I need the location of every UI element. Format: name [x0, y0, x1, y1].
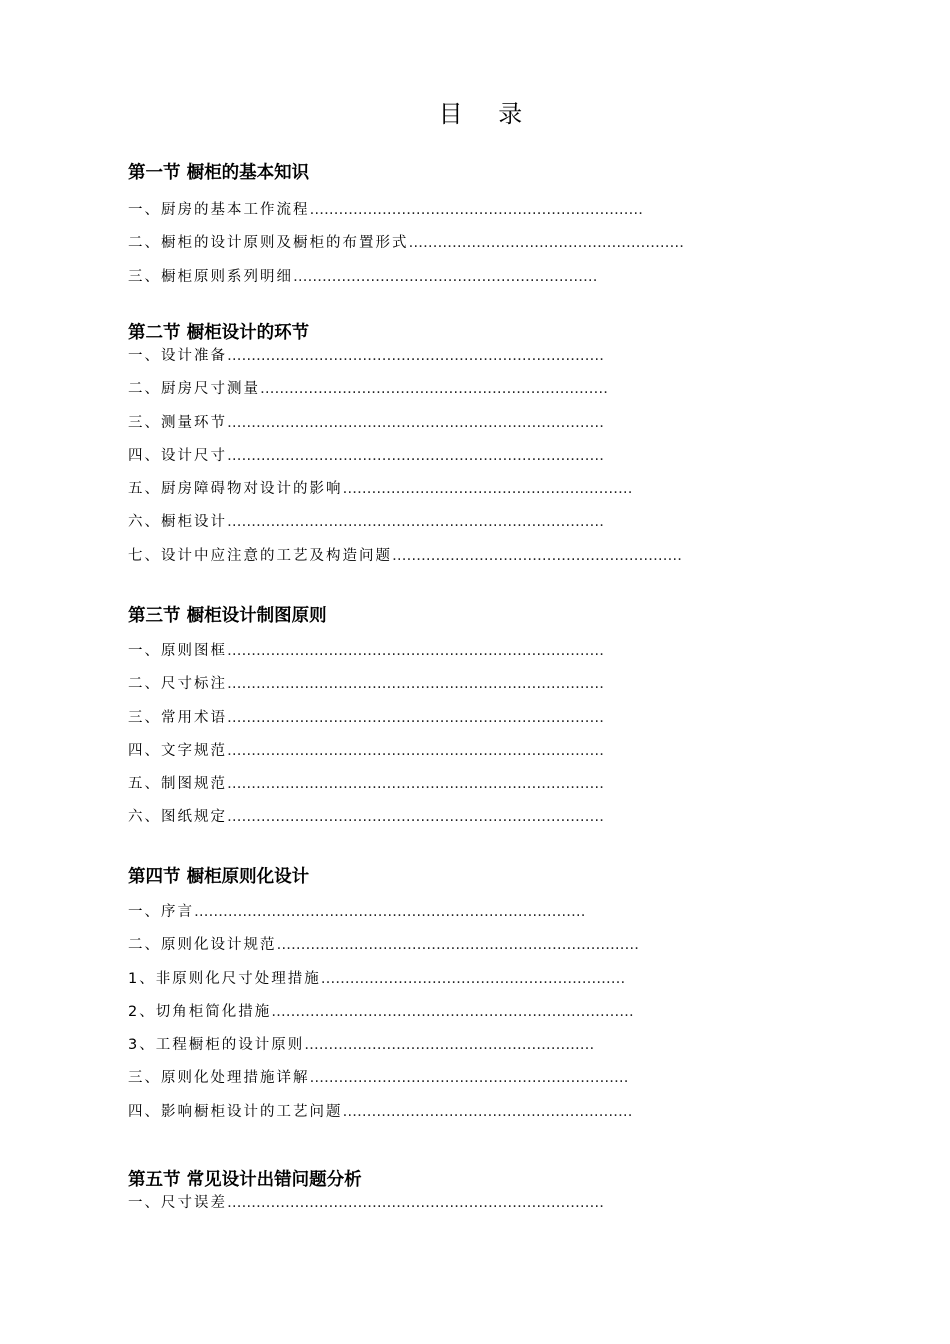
toc-leader-dots: ………………………………………………………… [309, 1070, 629, 1087]
toc-entry[interactable] [128, 896, 808, 929]
toc-entry-label: 六、橱柜设计 [128, 514, 227, 531]
section-entries [128, 896, 808, 1129]
toc-leader-dots: …………………………………………………………………… [227, 643, 604, 659]
toc-section-4 [128, 864, 808, 1129]
toc-leader-dots: ………………………………………………… [408, 235, 684, 252]
toc-entry-label: 四、设计尺寸 [128, 447, 227, 464]
section-heading: 第三节 橱柜设计制图原则 [128, 606, 327, 626]
toc-entry[interactable] [128, 540, 808, 573]
toc-entry-label: 三、原则化处理措施详解 [128, 1070, 310, 1087]
toc-leader-dots: …………………………………………………………………… [227, 414, 604, 431]
toc-leader-dots: …………………………………………………………………… [227, 776, 604, 793]
toc-leader-dots: …………………………………………………… [304, 1037, 595, 1054]
toc-entry[interactable] [128, 227, 808, 260]
toc-entry-label: 四、文字规范 [128, 742, 227, 759]
toc-entry[interactable] [128, 702, 808, 735]
toc-entry[interactable] [128, 373, 808, 406]
toc-entry[interactable] [128, 801, 808, 834]
toc-entry-label: 1、非原则化尺寸处理措施 [128, 970, 321, 987]
toc-entry-label: 3、工程橱柜的设计原则 [128, 1037, 305, 1054]
toc-entry-label: 二、橱柜的设计原则及橱柜的布置形式 [128, 235, 409, 252]
toc-entry-label: 二、厨房尺寸测量 [128, 381, 260, 398]
toc-leader-dots: …………………………………………………………………… [227, 348, 604, 364]
toc-section-5 [128, 1167, 808, 1220]
toc-leader-dots: …………………………………………………………………… [227, 709, 604, 726]
toc-leader-dots: ……………………………………………………… [320, 970, 626, 987]
toc-entry[interactable] [128, 440, 808, 473]
toc-leader-dots: ……………………………………………………………… [260, 381, 608, 398]
toc-leader-dots: ……………………………………………………… [293, 268, 598, 285]
toc-entry[interactable] [128, 261, 808, 294]
toc-entry-label: 一、序言 [128, 904, 194, 920]
toc-leader-dots: …………………………………………………………………… [227, 1195, 604, 1211]
toc-entry-label: 五、厨房障碍物对设计的影响 [128, 481, 343, 498]
toc-entry[interactable] [128, 768, 808, 801]
section-entries [128, 194, 808, 294]
toc-leader-dots: …………………………………………………………………… [227, 676, 604, 693]
toc-entry[interactable] [128, 963, 808, 996]
toc-entry-label: 六、图纸规定 [128, 809, 227, 826]
section-entries [128, 635, 808, 835]
toc-leader-dots: …………………………………………………………………… [227, 742, 604, 759]
toc-leader-dots: …………………………………………………… [392, 547, 682, 564]
toc-entry-label: 二、尺寸标注 [128, 676, 227, 693]
section-heading: 第二节 橱柜设计的环节 [128, 323, 310, 343]
toc-entry-label: 四、影响橱柜设计的工艺问题 [128, 1103, 343, 1120]
section-entries [128, 340, 808, 573]
toc-entry-label: 一、厨房的基本工作流程 [128, 202, 310, 218]
toc-entry-label: 2、切角柜简化措施 [128, 1003, 272, 1020]
toc-entry[interactable] [128, 506, 808, 539]
toc-leader-dots: …………………………………………………………………… [227, 514, 604, 531]
toc-leader-dots: …………………………………………………… [342, 1103, 633, 1120]
toc-entry[interactable] [128, 194, 808, 227]
section-heading: 第一节 橱柜的基本知识 [128, 163, 310, 183]
toc-title: 目 录 [438, 100, 537, 128]
toc-entry-label: 一、原则图框 [128, 643, 227, 659]
toc-entry[interactable] [128, 1062, 808, 1095]
section-heading: 第五节 常见设计出错问题分析 [128, 1170, 362, 1190]
toc-entry[interactable] [128, 668, 808, 701]
section-heading: 第四节 橱柜原则化设计 [128, 867, 310, 887]
toc-leader-dots: ………………………………………………………………… [271, 1003, 634, 1020]
toc-entry[interactable] [128, 735, 808, 768]
toc-leader-dots: …………………………………………………………………… [227, 809, 604, 826]
toc-entry-label: 三、橱柜原则系列明细 [128, 268, 293, 285]
toc-entry[interactable] [128, 1029, 808, 1062]
toc-entry-label: 三、测量环节 [128, 414, 227, 431]
toc-entry[interactable] [128, 407, 808, 440]
toc-entry[interactable] [128, 996, 808, 1029]
toc-leader-dots: ………………………………………………………………… [276, 937, 639, 954]
toc-section-1 [128, 160, 808, 294]
toc-section-2 [128, 320, 808, 573]
toc-entry[interactable] [128, 473, 808, 506]
toc-leader-dots: …………………………………………………………… [309, 202, 643, 218]
toc-entry[interactable] [128, 340, 808, 373]
toc-entry[interactable] [128, 635, 808, 668]
toc-leader-dots: …………………………………………………… [342, 481, 633, 498]
toc-entry-label: 二、原则化设计规范 [128, 937, 277, 954]
toc-section-3 [128, 603, 808, 835]
toc-entry[interactable] [128, 1187, 808, 1220]
toc-entry[interactable] [128, 1096, 808, 1129]
toc-entry-label: 一、设计准备 [128, 348, 227, 364]
toc-leader-dots: …………………………………………………………………… [227, 447, 604, 464]
section-entries [128, 1187, 808, 1220]
toc-entry[interactable] [128, 929, 808, 962]
toc-entry-label: 一、尺寸误差 [128, 1195, 227, 1211]
toc-leader-dots: ……………………………………………………………………… [194, 904, 586, 920]
toc-entry-label: 五、制图规范 [128, 776, 227, 793]
toc-entry-label: 七、设计中应注意的工艺及构造问题 [128, 547, 392, 564]
toc-entry-label: 三、常用术语 [128, 709, 227, 726]
